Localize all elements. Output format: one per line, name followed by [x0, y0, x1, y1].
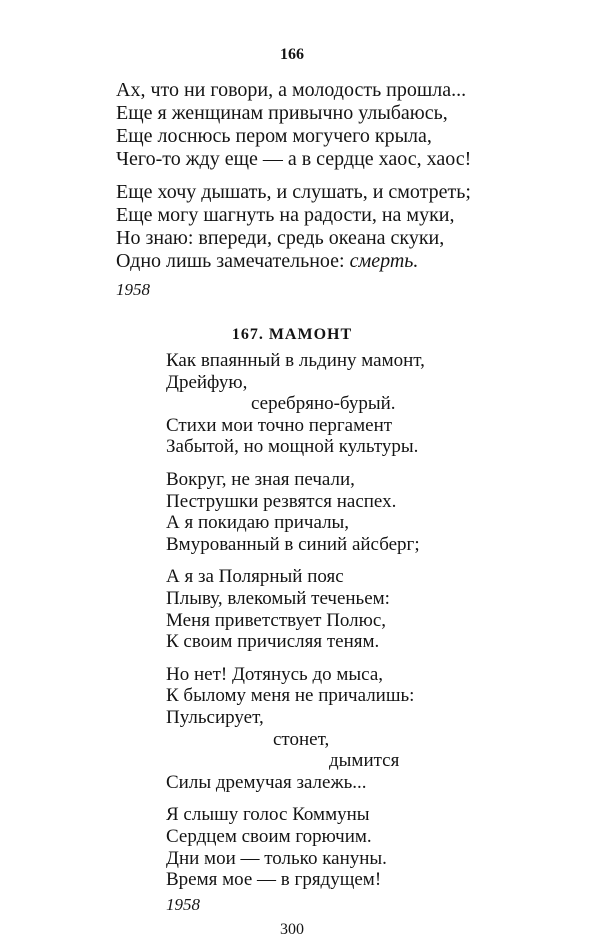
- poem-line: Ах, что ни говори, а молодость прошла...: [116, 79, 467, 101]
- poem-line: Как впаянный в льдину мамонт,: [166, 350, 425, 371]
- poem-number: 166: [280, 46, 304, 63]
- poem-line: Стихи мои точно пергамент: [166, 414, 393, 436]
- poem-line: Меня приветствует Полюс,: [166, 609, 387, 631]
- poem-line: Еще хочу дышать, и слушать, и смотреть;: [116, 181, 471, 203]
- poem-line-last: [116, 249, 418, 273]
- poem-line-text: Одно лишь замечательное:: [116, 250, 350, 272]
- poem-year: 1958: [166, 894, 200, 914]
- poem-line: Дрейфую,: [166, 371, 248, 393]
- poem-line: Но знаю: впереди, средь океана скуки,: [116, 227, 445, 249]
- poem-line: Я слышу голос Коммуны: [166, 804, 370, 826]
- poem-line: Но нет! Дотянусь до мыса,: [166, 663, 384, 685]
- poem-year: 1958: [116, 280, 150, 299]
- emphasized-word: смерть.: [349, 250, 419, 272]
- poem-line: Еще я женщинам привычно улыбаюсь,: [116, 102, 448, 124]
- poem-line: А я за Полярный пояс: [166, 566, 344, 588]
- poem-line: серебряно-бурый.: [251, 393, 396, 415]
- poem-line: Вокруг, не зная печали,: [166, 469, 355, 490]
- poem-line: К своим причисляя теням.: [166, 631, 380, 653]
- poem-line: Сердцем своим горючим.: [166, 826, 372, 847]
- poem-line: Еще лоснюсь пером могучего крыла,: [116, 125, 432, 147]
- poem-line: Еще могу шагнуть на радости, на муки,: [116, 204, 455, 226]
- poem-line: Дни мои — только кануны.: [166, 847, 387, 869]
- poem-line: Вмурованный в синий айсберг;: [166, 533, 420, 555]
- page-number: 300: [280, 920, 304, 938]
- poem-line: Пульсирует,: [166, 707, 264, 728]
- poem-line: А я покидаю причалы,: [166, 512, 350, 534]
- poem-line: Силы дремучая залежь...: [166, 771, 367, 793]
- poem-line: Забытой, но мощной культуры.: [166, 436, 419, 458]
- poem-line: Чего-то жду еще — а в сердце хаос, хаос!: [116, 148, 472, 170]
- poem-line: Пеструшки резвятся наспех.: [166, 490, 397, 512]
- poem-line: К былому меня не причалишь:: [166, 685, 415, 707]
- poem-title: 167. МАМОНТ: [231, 326, 353, 343]
- poem-line: дымится: [329, 750, 400, 772]
- poem-line: стонет,: [273, 728, 330, 750]
- poem-line: Плыву, влекомый теченьем:: [166, 588, 390, 609]
- poem-line: Время мое — в грядущем!: [166, 869, 382, 891]
